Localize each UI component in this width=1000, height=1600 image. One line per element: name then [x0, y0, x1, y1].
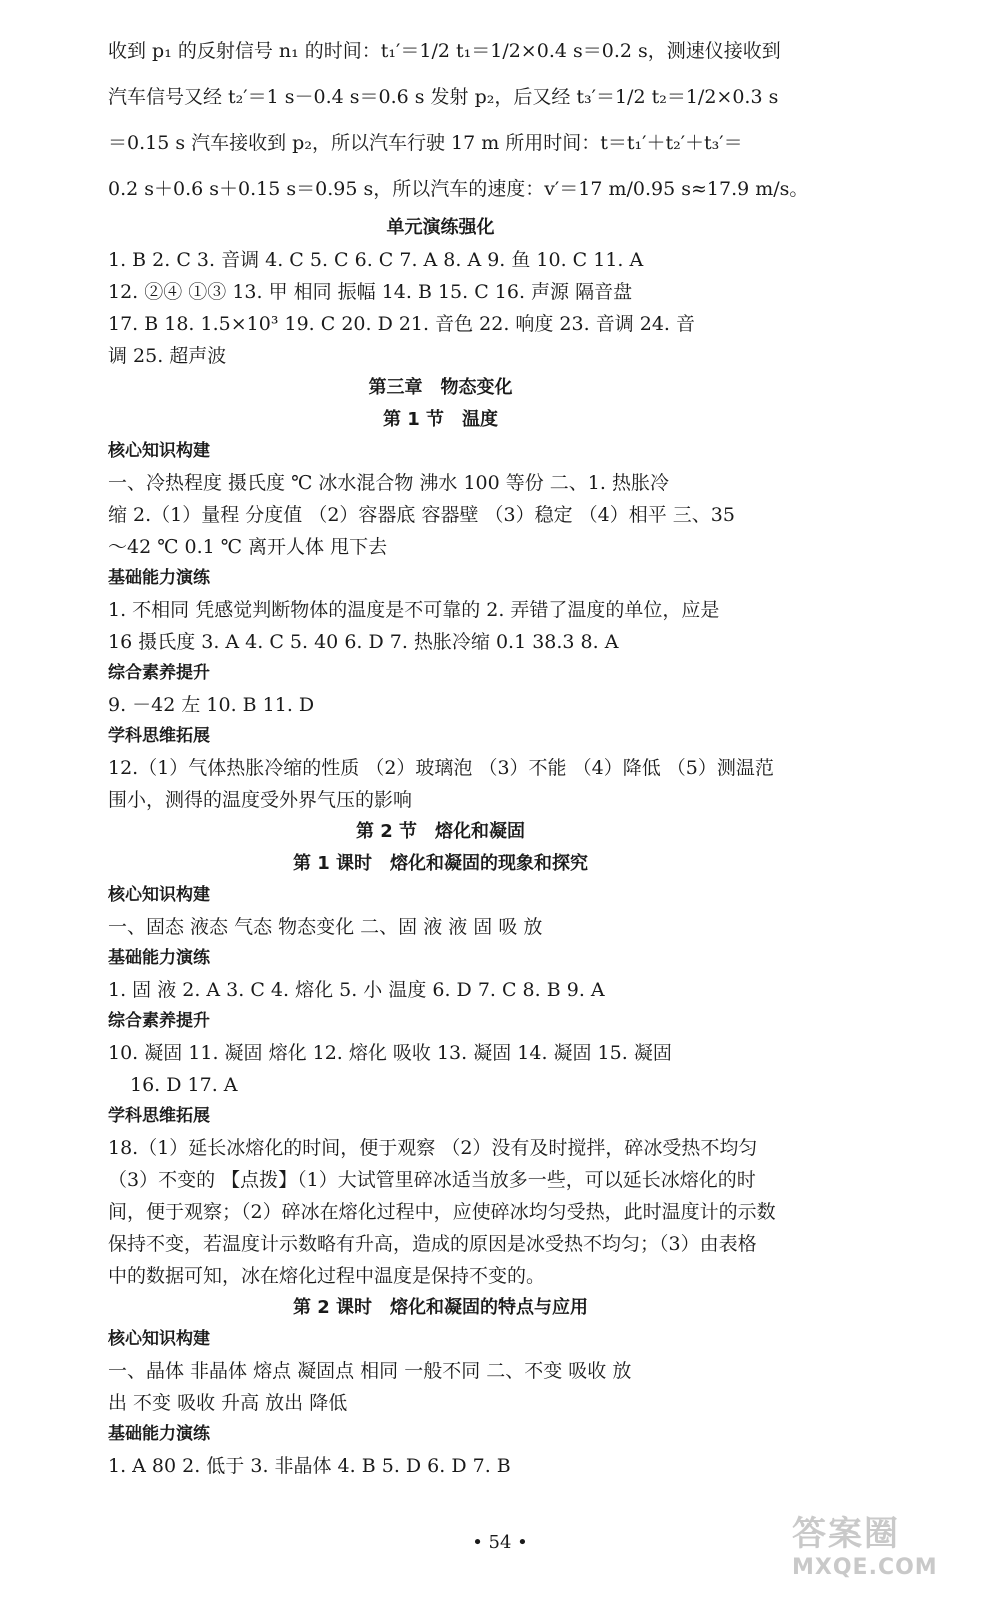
subsection-heading: 核心知识构建 — [108, 1329, 210, 1349]
subsection-heading: 核心知识构建 — [108, 441, 210, 461]
watermark-site: MXQE.COM — [792, 1555, 938, 1580]
answer-line: 16. D 17. A — [130, 1074, 238, 1096]
answer-line: 1. B 2. C 3. 音调 4. C 5. C 6. C 7. A 8. A 9. 鱼 10. C 11. A — [108, 249, 644, 271]
answer-page — [108, 28, 809, 1482]
answer-line: （3）不变的 【点拨】（1）大试管里碎冰适当放多一些，可以延长冰熔化的时 — [108, 1169, 756, 1191]
intro-line: ＝0.15 s 汽车接收到 p₂，所以汽车行驶 17 m 所用时间：t＝t₁′＋t₂′＋t₃′＝ — [108, 132, 743, 154]
answer-line: 调 25. 超声波 — [108, 345, 227, 367]
subsection-heading: 综合素养提升 — [108, 1011, 210, 1031]
answer-line: 间，便于观察；（2）碎冰在熔化过程中，应使碎冰均匀受热，此时温度计的示数 — [108, 1201, 776, 1223]
answer-line: 保持不变，若温度计示数略有升高，造成的原因是冰受热不均匀；（3）由表格 — [108, 1233, 757, 1255]
intro-line: 汽车信号又经 t₂′＝1 s－0.4 s＝0.6 s 发射 p₂，后又经 t₃′＝1/2 t₂＝1/2×0.3 s — [108, 86, 779, 108]
answer-line: 10. 凝固 11. 凝固 熔化 12. 熔化 吸收 13. 凝固 14. 凝固 15. 凝固 — [108, 1042, 672, 1064]
answer-line: 1. A 80 2. 低于 3. 非晶体 4. B 5. D 6. D 7. B — [108, 1455, 511, 1477]
section-title: 第 2 节 熔化和凝固 — [355, 821, 526, 842]
intro-line: 0.2 s＋0.6 s＋0.15 s＝0.95 s，所以汽车的速度：v′＝17 m/0.95 s≈17.9 m/s。 — [108, 178, 809, 200]
answer-line: 12. ②④ ①③ 13. 甲 相同 振幅 14. B 15. C 16. 声源 隔音盘 — [108, 281, 633, 303]
lesson-title: 第 1 课时 熔化和凝固的现象和探究 — [292, 853, 589, 874]
answer-line: 12.（1）气体热胀冷缩的性质 （2）玻璃泡 （3）不能 （4）降低 （5）测温范 — [108, 757, 774, 779]
answer-line: ～42 ℃ 0.1 ℃ 离开人体 甩下去 — [108, 536, 388, 558]
subsection-heading: 学科思维拓展 — [108, 726, 210, 746]
answer-line: 一、冷热程度 摄氏度 ℃ 冰水混合物 沸水 100 等份 二、1. 热胀冷 — [108, 472, 669, 494]
intro-line: 收到 p₁ 的反射信号 n₁ 的时间：t₁′＝1/2 t₁＝1/2×0.4 s＝0.2 s，测速仪接收到 — [108, 40, 781, 62]
intro-solution — [108, 28, 809, 212]
subsection-heading: 综合素养提升 — [108, 663, 210, 683]
answer-line: 1. 不相同 凭感觉判断物体的温度是不可靠的 2. 弄错了温度的单位，应是 — [108, 599, 720, 621]
answer-line: 17. B 18. 1.5×10³ 19. C 20. D 21. 音色 22. 响度 23. 音调 24. 音 — [108, 313, 695, 335]
chapter-title: 第三章 物态变化 — [368, 377, 513, 398]
answer-line: 缩 2.（1）量程 分度值 （2）容器底 容器壁 （3）稳定 （4）相平 三、35 — [108, 504, 735, 526]
subsection-heading: 基础能力演练 — [108, 1424, 210, 1444]
answer-line: 中的数据可知，冰在熔化过程中温度是保持不变的。 — [108, 1265, 546, 1287]
subsection-heading: 学科思维拓展 — [108, 1106, 210, 1126]
watermark — [792, 1506, 982, 1586]
answer-line: 出 不变 吸收 升高 放出 降低 — [108, 1392, 348, 1414]
answer-line: 一、晶体 非晶体 熔点 凝固点 相同 一般不同 二、不变 吸收 放 — [108, 1360, 632, 1382]
section-title: 第 1 节 温度 — [382, 409, 499, 430]
lesson-title: 第 2 课时 熔化和凝固的特点与应用 — [292, 1297, 589, 1318]
answer-line: 9. －42 左 10. B 11. D — [108, 694, 315, 716]
unit-review-title: 单元演练强化 — [386, 217, 495, 238]
answer-line: 一、固态 液态 气态 物态变化 二、固 液 液 固 吸 放 — [108, 916, 543, 938]
answer-line: 围小，测得的温度受外界气压的影响 — [108, 789, 413, 811]
subsection-heading: 基础能力演练 — [108, 948, 210, 968]
page-number: • 54 • — [472, 1532, 528, 1553]
answer-line: 16 摄氏度 3. A 4. C 5. 40 6. D 7. 热胀冷缩 0.1 38.3 8. A — [108, 631, 619, 653]
answer-line: 1. 固 液 2. A 3. C 4. 熔化 5. 小 温度 6. D 7. C 8. B 9. A — [108, 979, 605, 1001]
watermark-logo: 答案圈 — [792, 1514, 900, 1554]
answer-line: 18.（1）延长冰熔化的时间，便于观察 （2）没有及时搅拌，碎冰受热不均匀 — [108, 1137, 758, 1159]
subsection-heading: 核心知识构建 — [108, 885, 210, 905]
subsection-heading: 基础能力演练 — [108, 568, 210, 588]
